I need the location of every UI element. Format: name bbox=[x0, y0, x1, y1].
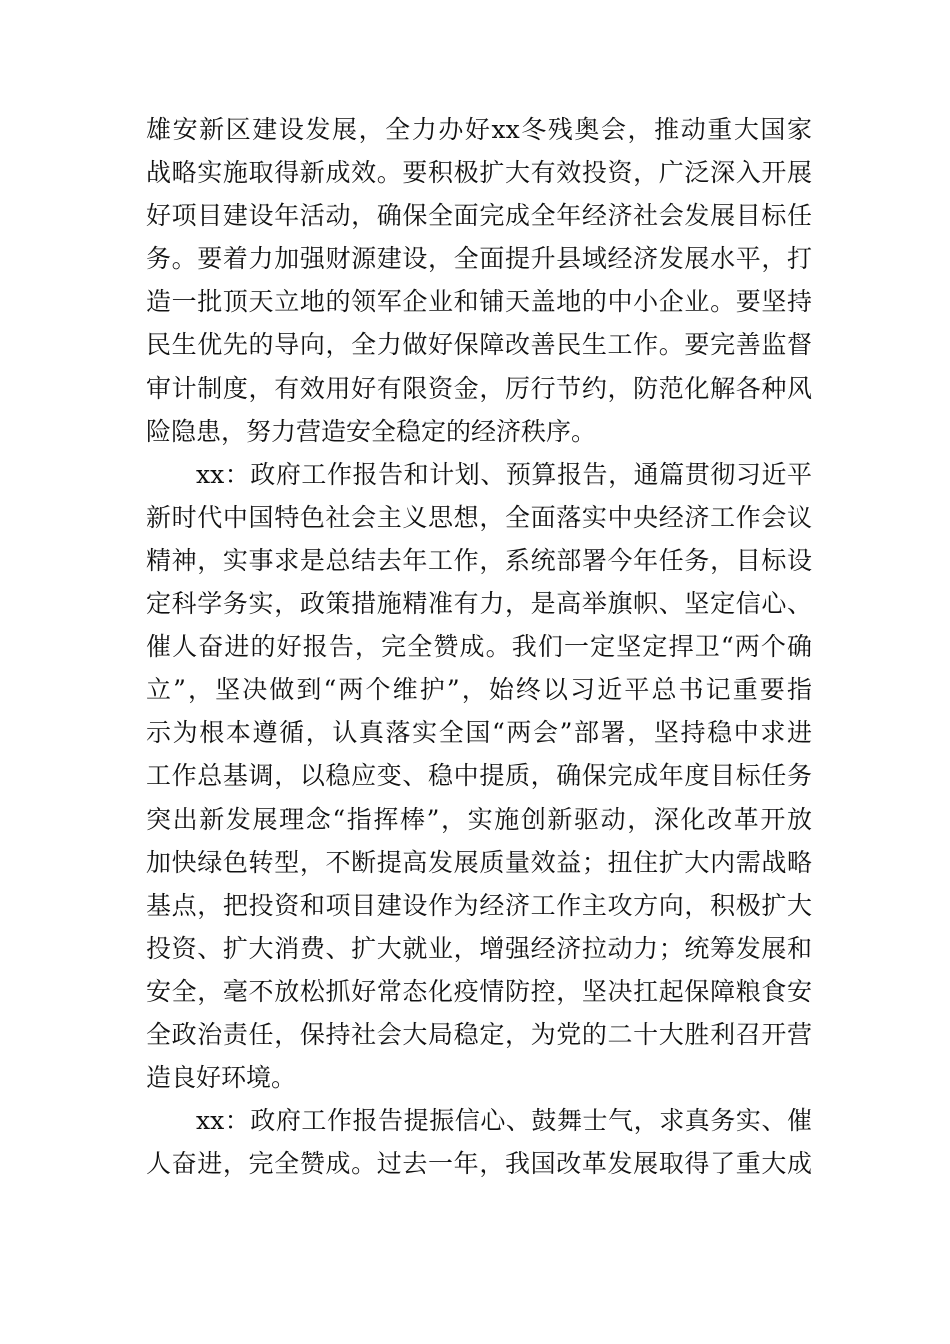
text-line: 示为根本遵循，认真落实全国“两会”部署，坚持稳中求进 bbox=[146, 718, 812, 748]
text-line: 基点，把投资和项目建设作为经济工作主攻方向，积极扩大 bbox=[146, 890, 812, 920]
paragraph bbox=[146, 1099, 812, 1185]
text-line: 立”，坚决做到“两个维护”，始终以习近平总书记重要指 bbox=[146, 675, 812, 705]
text-line: 安全，毫不放松抓好常态化疫情防控，坚决扛起保障粮食安 bbox=[146, 976, 812, 1006]
text-line: 突出新发展理念“指挥棒”，实施创新驱动，深化改革开放 bbox=[146, 804, 812, 834]
paragraph bbox=[146, 453, 812, 1099]
text-line: 催人奋进的好报告，完全赞成。我们一定坚定捍卫“两个确 bbox=[146, 632, 812, 662]
text-line: 全政治责任，保持社会大局稳定，为党的二十大胜利召开营 bbox=[146, 1019, 812, 1049]
text-line: 新时代中国特色社会主义思想，全面落实中央经济工作会议 bbox=[146, 502, 812, 532]
text-line: 精神，实事求是总结去年工作，系统部署今年任务，目标设 bbox=[146, 545, 812, 575]
text-line: 好项目建设年活动，确保全面完成全年经济社会发展目标任 bbox=[146, 201, 812, 231]
text-line: 定科学务实，政策措施精准有力，是高举旗帜、坚定信心、 bbox=[146, 589, 812, 619]
text-line: 投资、扩大消费、扩大就业，增强经济拉动力；统筹发展和 bbox=[146, 933, 812, 963]
text-line: 工作总基调，以稳应变、稳中提质，确保完成年度目标任务 bbox=[146, 761, 812, 791]
text-line: 造良好环境。 bbox=[146, 1063, 297, 1093]
text-line: xx：政府工作报告提振信心、鼓舞士气，求真务实、催 bbox=[196, 1106, 812, 1136]
text-line: 加快绿色转型，不断提高发展质量效益；扭住扩大内需战略 bbox=[146, 847, 812, 877]
text-line: 造一批顶天立地的领军企业和铺天盖地的中小企业。要坚持 bbox=[146, 287, 812, 317]
text-line: 雄安新区建设发展，全力办好xx冬残奥会，推动重大国家 bbox=[146, 115, 812, 144]
text-line: 人奋进，完全赞成。过去一年，我国改革发展取得了重大成 bbox=[146, 1149, 812, 1179]
text-line: xx：政府工作报告和计划、预算报告，通篇贯彻习近平 bbox=[196, 459, 812, 489]
text-line: 战略实施取得新成效。要积极扩大有效投资，广泛深入开展 bbox=[146, 158, 812, 188]
text-line: 险隐患，努力营造安全稳定的经济秩序。 bbox=[146, 416, 597, 446]
paragraph bbox=[146, 108, 812, 453]
text-line: 审计制度，有效用好有限资金，厉行节约，防范化解各种风 bbox=[146, 373, 812, 403]
document-body bbox=[146, 108, 812, 1185]
text-line: 务。要着力加强财源建设，全面提升县域经济发展水平，打 bbox=[146, 244, 812, 274]
text-line: 民生优先的导向，全力做好保障改善民生工作。要完善监督 bbox=[146, 330, 812, 360]
